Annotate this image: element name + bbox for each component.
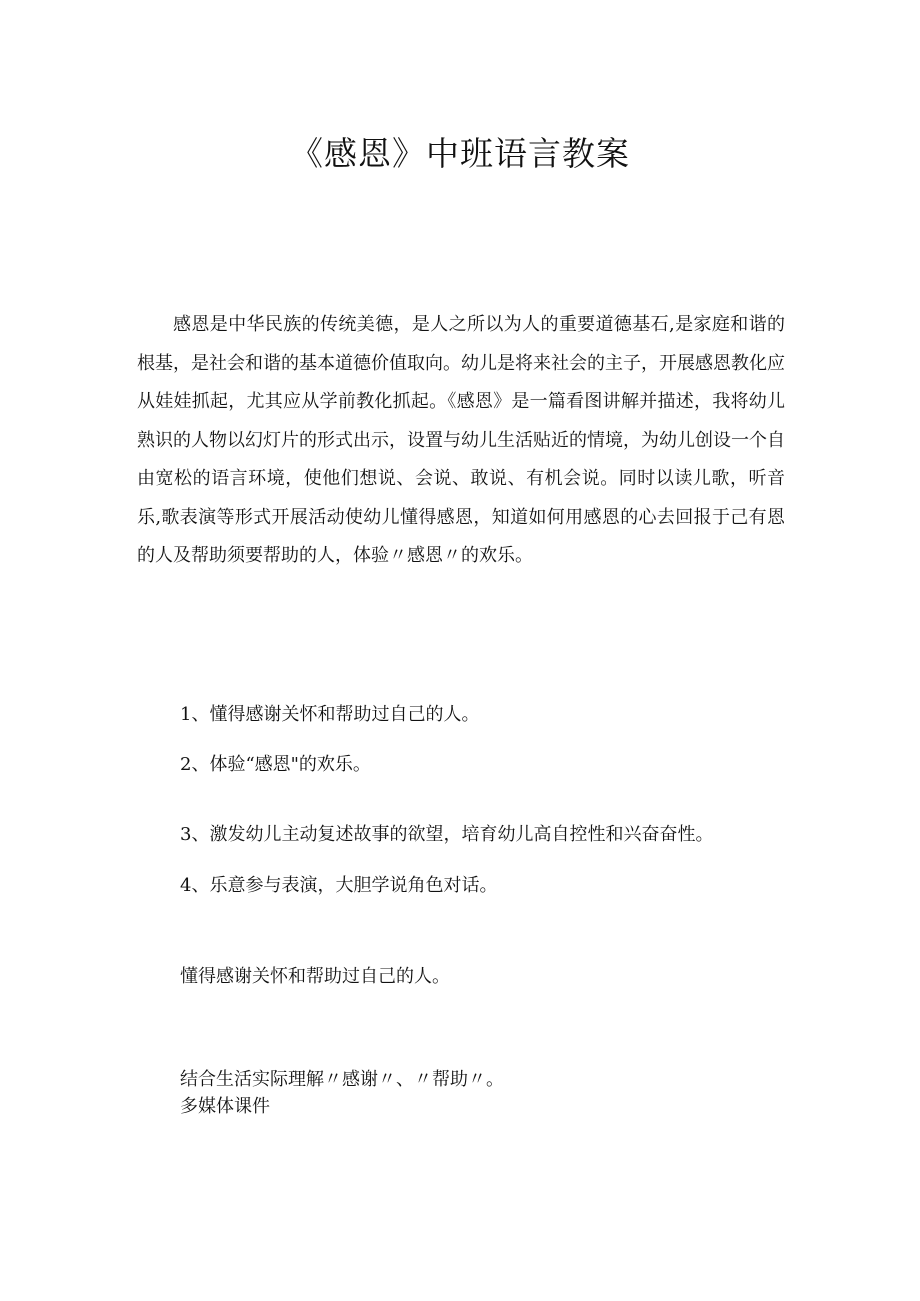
objective-item-3: 3、激发幼儿主动复述故事的欲望，培育幼儿高自控性和兴奋奋性。: [180, 824, 714, 845]
preparation-text: 多媒体课件: [180, 1096, 270, 1117]
page-title: 《感恩》中班语言教案: [290, 134, 630, 173]
key-point-text: 懂得感谢关怀和帮助过自己的人。: [180, 966, 450, 987]
difficulty-text: 结合生活实际理解〃感谢〃、〃帮助〃。: [180, 1069, 504, 1090]
intro-paragraph: 感恩是中华民族的传统美德，是人之所以为人的重要道德基石,是家庭和谐的根基，是社会和谐的基本道德价值取向。幼儿是将来社会的主子，开展感恩教化应从娃娃抓起，尤其应从学前教化抓起。《感恩》是一篇看图讲解并描述，我将幼儿熟识的人物以幻灯片的形式出示，设置与幼儿生活贴近的情境，为幼儿创设一个自由宽松的语言环境，使他们想说、会说、敢说、有机会说。同时以读儿歌，听音乐,歌表演等形式开展活动使幼儿懂得感恩，知道如何用感恩的心去回报于己有恩的人及帮助须要帮助的人，体验〃感恩〃的欢乐。: [137, 314, 785, 566]
objective-item-2: 2、体验“感恩"的欢乐。: [180, 754, 371, 775]
objective-item-1: 1、懂得感谢关怀和帮助过自己的人。: [180, 704, 480, 725]
objective-item-4: 4、乐意参与表演，大胆学说角色对话。: [180, 875, 498, 896]
